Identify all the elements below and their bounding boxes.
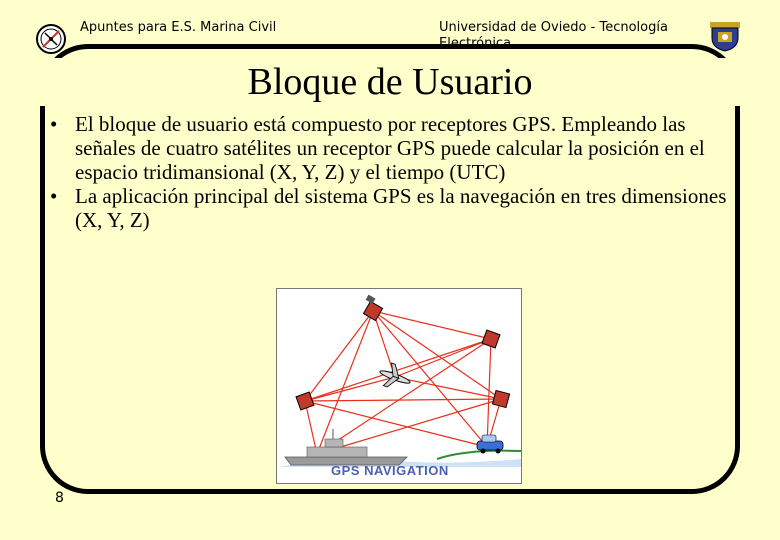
gps-navigation-figure bbox=[276, 288, 522, 484]
coastline-shape bbox=[437, 451, 521, 459]
figure-caption: GPS NAVIGATION bbox=[331, 463, 449, 478]
bullet-item bbox=[50, 184, 730, 232]
satellite-icon bbox=[492, 390, 509, 407]
bullet-text: La aplicación principal del sistema GPS es la navegación en tres dimensiones (X, Y, Z) bbox=[75, 184, 727, 232]
satellite-icon bbox=[296, 392, 314, 410]
bullet-list bbox=[50, 112, 730, 232]
university-crest-icon bbox=[706, 20, 744, 52]
satellite-icon bbox=[482, 330, 500, 348]
compass-logo-icon bbox=[34, 22, 68, 56]
bullet-item bbox=[50, 112, 730, 184]
page-number: 8 bbox=[55, 490, 64, 506]
header-course-label: Apuntes para E.S. Marina Civil bbox=[80, 20, 277, 35]
bullet-dot: • bbox=[50, 184, 58, 208]
header-university-label: Universidad de Oviedo - Tecnología Electrónica bbox=[439, 20, 668, 51]
bullet-dot: • bbox=[50, 112, 58, 136]
bullet-text: El bloque de usuario está compuesto por receptores GPS. Empleando las señales de cuatro satélites un receptor GPS puede calcular la posición en el espacio tridimansional (X, Y, Z) y el tiempo (UTC) bbox=[75, 112, 705, 184]
satellite-icon bbox=[363, 295, 382, 321]
slide-title: Bloque de Usuario bbox=[0, 58, 780, 106]
gps-diagram bbox=[277, 289, 521, 483]
airplane-icon bbox=[376, 360, 414, 393]
